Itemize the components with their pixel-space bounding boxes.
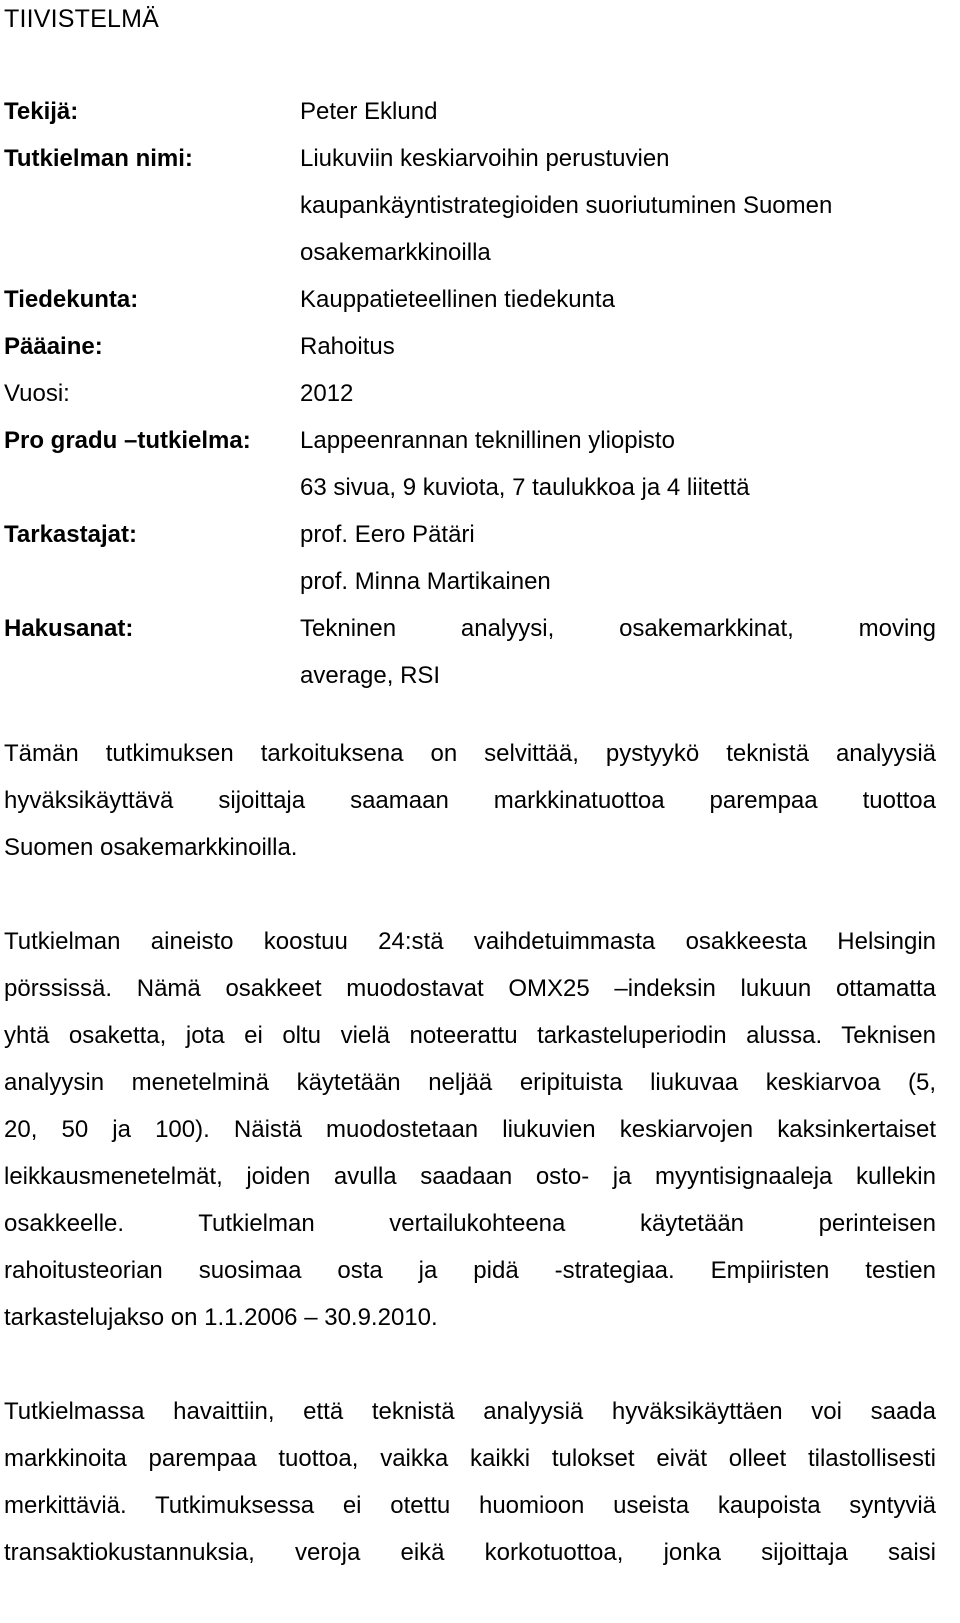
text-line: merkittäviä. Tutkimuksessa ei otettu huomioon useista kaupoista syntyviä — [4, 1492, 936, 1519]
text-line: Suomen osakemarkkinoilla. — [4, 834, 298, 861]
meta-value: 63 sivua, 9 kuviota, 7 taulukkoa ja 4 liitettä — [300, 474, 750, 501]
meta-value: Kauppatieteellinen tiedekunta — [300, 286, 615, 313]
meta-label: Tekijä: — [4, 98, 79, 125]
meta-label: Pääaine: — [4, 333, 103, 360]
text-line: pörssissä. Nämä osakkeet muodostavat OMX25 –indeksin lukuun ottamatta — [4, 975, 936, 1002]
text-line: analyysin menetelminä käytetään neljää eripituista liukuvaa keskiarvoa (5, — [4, 1069, 936, 1096]
text-line: tarkastelujakso on 1.1.2006 – 30.9.2010. — [4, 1304, 438, 1331]
text-line: leikkausmenetelmät, joiden avulla saadaan osto- ja myyntisignaaleja kullekin — [4, 1163, 936, 1190]
meta-value: Tekninen analyysi, osakemarkkinat, moving — [300, 615, 936, 642]
text-line: hyväksikäyttävä sijoittaja saamaan markkinatuottoa parempaa tuottoa — [4, 787, 936, 814]
text-line: yhtä osaketta, jota ei oltu vielä noteerattu tarkasteluperiodin alussa. Teknisen — [4, 1022, 936, 1049]
meta-row-thesis-type — [4, 417, 936, 511]
text-line: rahoitusteorian suosimaa osta ja pidä -strategiaa. Empiiristen testien — [4, 1257, 936, 1284]
meta-label: Tutkielman nimi: — [4, 145, 193, 172]
text-line: 20, 50 ja 100). Näistä muodostetaan liukuvien keskiarvojen kaksinkertaiset — [4, 1116, 936, 1143]
meta-label: Pro gradu –tutkielma: — [4, 427, 251, 454]
meta-row-major — [4, 323, 936, 370]
meta-value: osakemarkkinoilla — [300, 239, 491, 266]
meta-row-year — [4, 370, 936, 417]
meta-value: Lappeenrannan teknillinen yliopisto — [300, 427, 675, 454]
meta-row-author — [4, 88, 936, 135]
meta-row-thesis-title — [4, 135, 936, 276]
meta-value: average, RSI — [300, 662, 441, 689]
meta-value: Rahoitus — [300, 333, 395, 360]
text-line: transaktiokustannuksia, veroja eikä korkotuottoa, jonka sijoittaja saisi — [4, 1539, 936, 1566]
meta-label: Hakusanat: — [4, 615, 134, 642]
abstract-body — [4, 730, 936, 1623]
meta-value: kaupankäyntistrategioiden suoriutuminen Suomen — [300, 192, 833, 219]
metadata-table — [4, 88, 936, 699]
meta-value: Liukuviin keskiarvoihin perustuvien — [300, 145, 670, 172]
abstract-paragraph — [4, 1388, 936, 1576]
text-line: Tutkielman aineisto koostuu 24:stä vaihdetuimmasta osakkeesta Helsingin — [4, 928, 936, 955]
page-title: TIIVISTELMÄ — [4, 5, 160, 33]
meta-row-keywords — [4, 605, 936, 699]
meta-row-examiners — [4, 511, 936, 605]
text-line: osakkeelle. Tutkielman vertailukohteena käytetään perinteisen — [4, 1210, 936, 1237]
abstract-paragraph — [4, 918, 936, 1341]
meta-value: 2012 — [300, 380, 354, 407]
text-line: markkinoita parempaa tuottoa, vaikka kaikki tulokset eivät olleet tilastollisesti — [4, 1445, 936, 1472]
text-line: Tämän tutkimuksen tarkoituksena on selvittää, pystyykö teknistä analyysiä — [4, 740, 936, 767]
meta-value: prof. Eero Pätäri — [300, 521, 475, 548]
meta-value: Peter Eklund — [300, 98, 438, 125]
meta-label: Tarkastajat: — [4, 521, 137, 548]
meta-label: Vuosi: — [4, 380, 70, 407]
meta-row-faculty — [4, 276, 936, 323]
meta-label: Tiedekunta: — [4, 286, 139, 313]
meta-value: prof. Minna Martikainen — [300, 568, 551, 595]
text-line: Tutkielmassa havaittiin, että teknistä analyysiä hyväksikäyttäen voi saada — [4, 1398, 936, 1425]
abstract-paragraph — [4, 730, 936, 871]
